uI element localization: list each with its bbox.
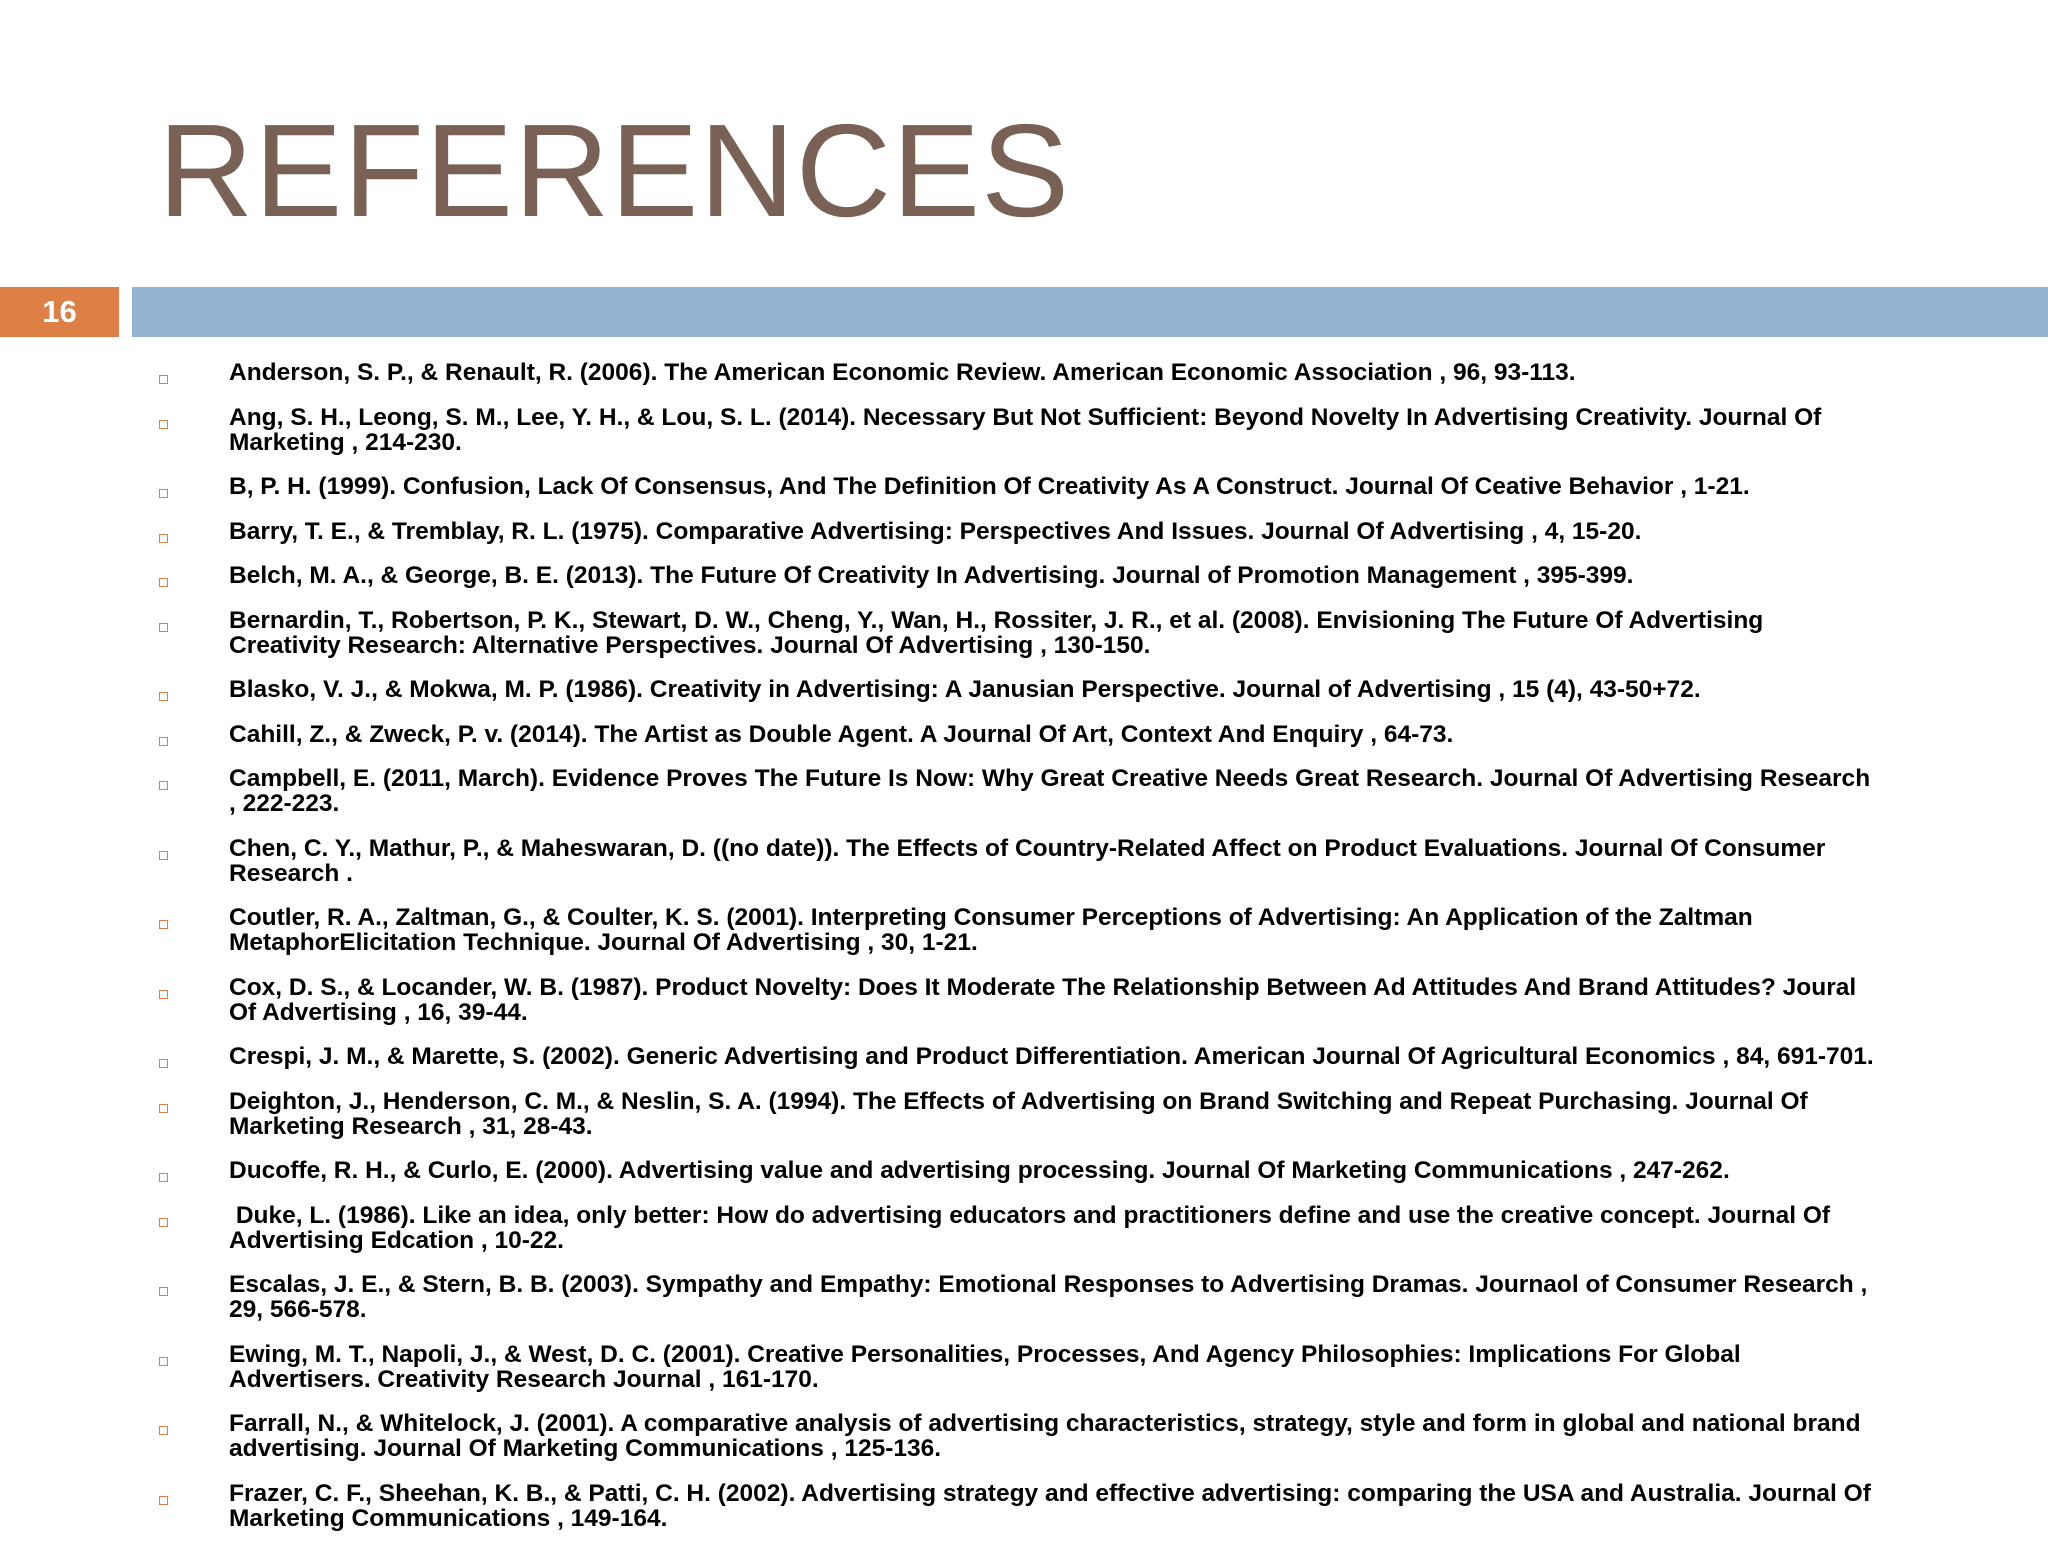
hollow-square-bullet-icon xyxy=(159,1059,168,1068)
reference-text-line: Escalas, J. E., & Stern, B. B. (2003). Sympathy and Empathy: Emotional Responses to Advertising Dramas. Journaol of Consumer Research , xyxy=(229,1271,1868,1298)
hollow-square-bullet-icon xyxy=(159,623,168,632)
reference-item xyxy=(0,677,2048,702)
reference-text-line: Marketing Communications , 149-164. xyxy=(229,1504,668,1532)
hollow-square-bullet-icon xyxy=(159,489,168,498)
hollow-square-bullet-icon xyxy=(159,1173,168,1182)
hollow-square-bullet-icon xyxy=(159,1357,168,1366)
reference-item xyxy=(0,360,2048,385)
reference-text-line: Ewing, M. T., Napoli, J., & West, D. C. (2001). Creative Personalities, Processes, And Agency Philosophies: Implications For Global xyxy=(229,1340,1741,1368)
hollow-square-bullet-icon xyxy=(159,990,168,999)
reference-text-line: Blasko, V. J., & Mokwa, M. P. (1986). Creativity in Advertising: A Janusian Perspective. Journal of Advertising , 15 (4), 43-50+72. xyxy=(229,676,1701,703)
hollow-square-bullet-icon xyxy=(159,375,168,384)
reference-item xyxy=(0,474,2048,499)
reference-item xyxy=(0,405,2048,455)
reference-item xyxy=(0,1342,2048,1392)
reference-text-line: , 222-223. xyxy=(229,790,340,817)
hollow-square-bullet-icon xyxy=(159,1287,168,1296)
hollow-square-bullet-icon xyxy=(159,1218,168,1227)
reference-text-line: MetaphorElicitation Technique. Journal Of Advertising , 30, 1-21. xyxy=(229,929,978,956)
reference-text-line: Campbell, E. (2011, March). Evidence Proves The Future Is Now: Why Great Creative Needs Great Research. Journal Of Advertising Research xyxy=(229,765,1871,792)
reference-text-line: Of Advertising , 16, 39-44. xyxy=(229,998,528,1026)
reference-item xyxy=(0,905,2048,955)
reference-text-line: Belch, M. A., & George, B. E. (2013). The Future Of Creativity In Advertising. Journal of Promotion Management , 395-399. xyxy=(229,562,1634,589)
reference-item xyxy=(0,1044,2048,1069)
hollow-square-bullet-icon xyxy=(159,534,168,543)
reference-text-line: Anderson, S. P., & Renault, R. (2006). The American Economic Review. American Economic Association , 96, 93-113. xyxy=(229,359,1576,386)
reference-text-line: Duke, L. (1986). Like an idea, only better: How do advertising educators and practitioners define and use the creative concept. Journal Of xyxy=(229,1201,1831,1229)
reference-text-line: Ducoffe, R. H., & Curlo, E. (2000). Advertising value and advertising processing. Journal Of Marketing Communications , 247-262. xyxy=(229,1157,1730,1184)
page-title: REFERENCES xyxy=(158,97,1071,244)
reference-text-line: 29, 566-578. xyxy=(229,1296,367,1323)
reference-text-line: Marketing , 214-230. xyxy=(229,428,462,456)
reference-text-line: B, P. H. (1999). Confusion, Lack Of Consensus, And The Definition Of Creativity As A Construct. Journal Of Ceative Behavior , 1-21. xyxy=(229,473,1750,500)
reference-item xyxy=(0,1089,2048,1139)
reference-text-line: advertising. Journal Of Marketing Communications , 125-136. xyxy=(229,1435,942,1462)
reference-text-line: Chen, C. Y., Mathur, P., & Maheswaran, D. ((no date)). The Effects of Country-Related Affect on Product Evaluations. Journal Of Consumer xyxy=(229,834,1826,862)
reference-text-line: Crespi, J. M., & Marette, S. (2002). Generic Advertising and Product Differentiation. American Journal Of Agricultural Economics , 84, 691-701. xyxy=(229,1043,1874,1070)
reference-list xyxy=(0,360,2048,1550)
reference-text-line: Creativity Research: Alternative Perspectives. Journal Of Advertising , 130-150. xyxy=(229,631,1151,659)
reference-text-line: Bernardin, T., Robertson, P. K., Stewart, D. W., Cheng, Y., Wan, H., Rossiter, J. R., et al. (2008). Envisioning The Future Of Advertising xyxy=(229,606,1764,634)
reference-text-line: Research . xyxy=(229,859,353,887)
reference-text-line: Coutler, R. A., Zaltman, G., & Coulter, K. S. (2001). Interpreting Consumer Perceptions of Advertising: An Application of the Zaltman xyxy=(229,904,1753,931)
hollow-square-bullet-icon xyxy=(159,737,168,746)
hollow-square-bullet-icon xyxy=(159,920,168,929)
reference-text-line: Farrall, N., & Whitelock, J. (2001). A comparative analysis of advertising characteristics, strategy, style and form in global and national brand xyxy=(229,1410,1861,1437)
hollow-square-bullet-icon xyxy=(159,1426,168,1435)
reference-text-line: Ang, S. H., Leong, S. M., Lee, Y. H., & Lou, S. L. (2014). Necessary But Not Sufficient: Beyond Novelty In Advertising Creativity. Journal Of xyxy=(229,403,1822,431)
slide-number-badge: 16 xyxy=(0,287,119,337)
reference-item xyxy=(0,722,2048,747)
reference-item xyxy=(0,975,2048,1025)
reference-item xyxy=(0,1272,2048,1322)
reference-item xyxy=(0,836,2048,886)
reference-text-line: Marketing Research , 31, 28-43. xyxy=(229,1112,593,1140)
reference-text-line: Frazer, C. F., Sheehan, K. B., & Patti, C. H. (2002). Advertising strategy and effective advertising: comparing the USA and Australia. Journal Of xyxy=(229,1479,1871,1507)
hollow-square-bullet-icon xyxy=(159,781,168,790)
reference-item xyxy=(0,608,2048,658)
reference-text-line: Barry, T. E., & Tremblay, R. L. (1975). Comparative Advertising: Perspectives And Issues. Journal Of Advertising , 4, 15-20. xyxy=(229,517,1642,545)
reference-item xyxy=(0,1158,2048,1183)
reference-text-line: Deighton, J., Henderson, C. M., & Neslin, S. A. (1994). The Effects of Advertising on Brand Switching and Repeat Purchasing. Journal Of xyxy=(229,1087,1808,1115)
reference-item xyxy=(0,1411,2048,1461)
reference-item xyxy=(0,519,2048,544)
hollow-square-bullet-icon xyxy=(159,578,168,587)
header-bar xyxy=(132,287,2048,337)
reference-item xyxy=(0,563,2048,588)
hollow-square-bullet-icon xyxy=(159,1496,168,1505)
reference-text-line: Advertisers. Creativity Research Journal , 161-170. xyxy=(229,1365,819,1393)
hollow-square-bullet-icon xyxy=(159,692,168,701)
reference-text-line: Advertising Edcation , 10-22. xyxy=(229,1226,564,1254)
reference-text-line: Cahill, Z., & Zweck, P. v. (2014). The Artist as Double Agent. A Journal Of Art, Context And Enquiry , 64-73. xyxy=(229,720,1454,748)
reference-item xyxy=(0,766,2048,816)
reference-item xyxy=(0,1203,2048,1253)
reference-item xyxy=(0,1481,2048,1531)
hollow-square-bullet-icon xyxy=(159,851,168,860)
reference-text-line: Cox, D. S., & Locander, W. B. (1987). Product Novelty: Does It Moderate The Relationship Between Ad Attitudes And Brand Attitudes? Joural xyxy=(229,973,1857,1001)
hollow-square-bullet-icon xyxy=(159,420,168,429)
hollow-square-bullet-icon xyxy=(159,1104,168,1113)
